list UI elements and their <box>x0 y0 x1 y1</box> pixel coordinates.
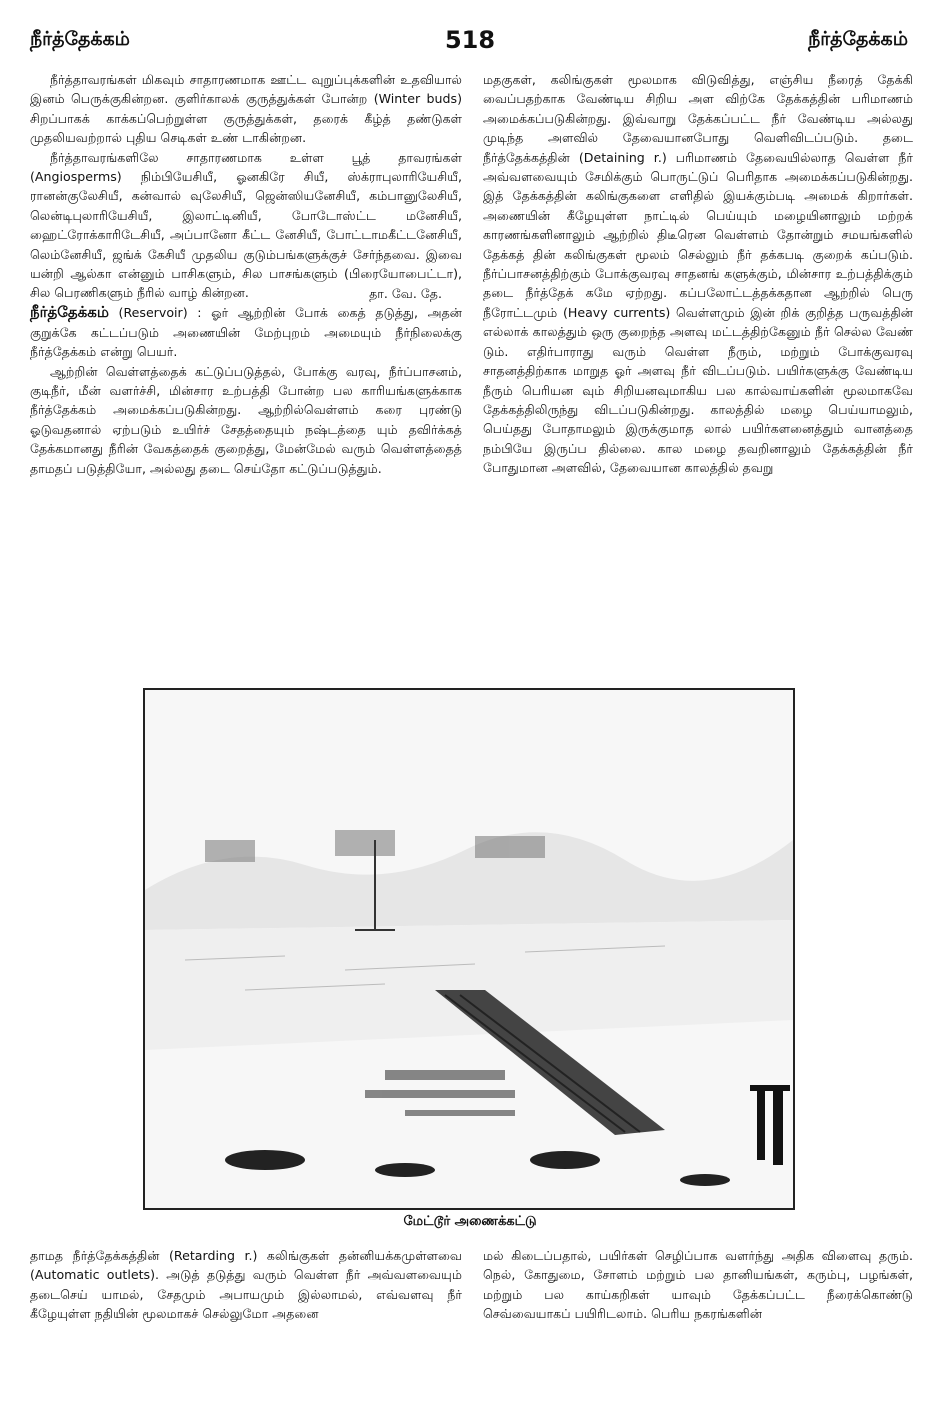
right-column <box>483 70 913 478</box>
entry-reservoir <box>30 303 462 361</box>
entry-definition: ஓர் ஆற்றின் போக் கைத் தடுத்து, அதன் குறுக்கே கட்டப்படும் அணையின் மேற்புறம் அமையும் நீர்நிலைக்கு நீர்த்தேக்கம் என்று பெயர். <box>30 305 462 360</box>
running-head-left: நீர்த்தேக்கம் <box>30 28 130 50</box>
dam-photograph <box>143 688 795 1210</box>
entry-english-term: (Reservoir) : <box>118 305 202 321</box>
dam-photo-illustration <box>145 690 793 1208</box>
paragraph-crops: மல் கிடைப்பதால், பயிர்கள் செழிப்பாக வளர்ந்து அதிக விளைவு தரும். நெல், கோதுமை, சோளம் மற்றும் பல தானியங்கள், கரும்பு, பழங்கள், மற்றும் பல காய்கறிகள் யாவும் தேக்கப்பட்ட நீரைக்கொண்டு செவ்வையாகப் பயிரிடலாம். பெரிய நகரங்களின் <box>483 1248 913 1322</box>
figure-caption: மேட்டூர் அணைக்கட்டு <box>403 1214 537 1229</box>
left-column <box>30 70 462 478</box>
author-signature: தா. வே. தே. <box>369 285 442 301</box>
bottom-right-column <box>483 1246 913 1324</box>
page-number: 518 <box>444 26 496 54</box>
bottom-left-column <box>30 1246 462 1324</box>
paragraph-aquatic-reproduction: நீர்த்தாவரங்கள் மிகவும் சாதாரணமாக ஊட்ட வுறுப்புக்களின் உதவியால் இனம் பெருக்குகின்றன. குளிர்காலக் குருத்துக்கள் போன்ற (Winter buds) சிறப்பாகக் காக்கப்பெற்றுள்ள குருத்துக்கள், தரைக் கீழ்த் தண்டுகள் முதலியவற்றால் புதிய செடிகள் உண் டாகின்றன. <box>30 72 462 146</box>
paragraph-reservoir-types: மதகுகள், கலிங்குகள் மூலமாக விடுவித்து, எஞ்சிய நீரைத் தேக்கி வைப்பதற்காக வேண்டிய சிறிய அள விற்கே தேக்கத்தின் பரிமாணம் அமைக்கப்படுகின்றது. இவ்வாறு தேக்கப்பட்ட நீர் வேண்டிய அல்லது முடிந்த அளவில் தேவையானபோது வெளிவிடப்படும். தடை நீர்த்தேக்கத்தின் (Detaining r.) பரிமாணம் தேவையில்லாத வெள்ள நீர் அவ்வளவையும் சேமிக்கும் பொருட்டுப் பெரிதாக அமைக்கப்படுகின்றது. இத் தேக்கத்தின் கலிங்குகளை எளிதில் இயக்கும்படி அமைக் கிறார்கள். அணையின் கீழேயுள்ள நாட்டில் பெய்யும் மழையினாலும் மற்றக் காரணங்களினாலும் ஆற்றில் திடீரென வெள்ளம் தோன்றும் சமயங்களில் தேக்கத் தின் கலிங்குகள் மூலம் செல்லும் நீர் தக்கபடி குறைக் கப்படும். நீர்ப்பாசனத்திற்கும் போக்குவரவு சாதனங் களுக்கும், மின்சார உற்பத்திக்கும் தடை நீர்த்தேக் கமே ஏற்றது. கப்பலோட்டத்தக்கதான ஆற்றில் பெரு நீரோட்டமும் (Heavy currents) வெள்ளமும் இன் றிக் குறித்த பருவத்தின் எல்லாக் காலத்தும் ஒரு குறைந்த அளவு மட்டத்திற்கேனும் நீர் செல்ல வேண் டும். எதிர்பாராது வரும் வெள்ள நீரும், மற்றும் போக்குவரவு சாதனத்திற்காக மாறுத ஓர் அளவு நீர் விடப்படும். பயிர்களுக்கு வேண்டிய நீரும் பெரியன வும் சிறியனவுமாகிய பல கால்வாய்களின் மூலமாகவே தேக்கத்திலிருந்து விடப்படுகின்றது. காலத்தில் மழை பெய்யாமலும், பெய்தது போதாமலும் இருக்குமாத லால் பயிர்களனைத்தும் வானத்தை நம்பியே இருப்ப தில்லை. கால மழை தவறினாலும் தேக்கத்தின் நீர் போதுமான அளவில், தேவையான காலத்தில் தவறு <box>483 72 913 476</box>
paragraph-retarding-reservoir: தாமத நீர்த்தேக்கத்தின் (Retarding r.) கலிங்குகள் தன்னியக்கமுள்ளவை (Automatic outlets). அடுத் தடுத்து வரும் வெள்ள நீர் அவ்வளவையும் தடைசெய் யாமல், சேதமும் அபாயமும் இல்லாமல், எவ்வளவு நீர் கீழேயுள்ள நதியின் மூலமாகச் செல்லுமோ அதனை <box>30 1248 462 1322</box>
running-head-right: நீர்த்தேக்கம் <box>808 28 908 50</box>
entry-headword: நீர்த்தேக்கம் <box>30 303 109 322</box>
paragraph-aquatic-families: நீர்த்தாவரங்களிலே சாதாரணமாக உள்ள பூத் தாவரங்கள் (Angiosperms) நிம்பியேசியீ, ஓனகிரே சியீ, ஸ்க்ராபுலாரியேசியீ, ரானன்குலேசியீ, கன்வால் வுலேசியீ, ஜென்ஸியனேசியீ, கம்பானுலேசியீ, லென்டிபுலாரியேசியீ, இலாட்டினியீ, போடோஸ்ட்ட மனேசியீ, ஹைட்ரோக்காரிடேசியீ, அப்பானோ கீட்ட னேசியீ, போட்டாமகீட்டனேசியீ, லெம்னேசியீ, ஜங்க் கேசியீ முதலிய குடும்பங்களுக்குச் சேர்ந்தவை. இவை யன்றி ஆல்கா என்னும் பாசிகளும், சில பாசங்களும் (பிரையோபைட்டா), சில பெரணிகளும் நீரில் வாழ் கின்றன. <box>30 149 462 301</box>
paragraph-reservoir-purposes: ஆற்றின் வெள்ளத்தைக் கட்டுப்படுத்தல், போக்கு வரவு, நீர்ப்பாசனம், குடிநீர், மீன் வளர்ச்சி, மின்சார உற்பத்தி போன்ற பல காரியங்களுக்காக நீர்த்தேக்கம் அமைக்கப்படுகின்றது. ஆற்றில்வெள்ளம் கரை புரண்டு ஓடுவதனால் ஏற்படும் உயிர்ச் சேதத்தையும் நஷ்டத்தை யும் தவிர்க்கத் தேக்கமானது நீரின் வேகத்தைக் குறைத்து, மேன்மேல் வரும் வெள்ளத்தைத் தாமதப் படுத்தியோ, அல்லது தடை செய்தோ கட்டுப்படுத்தும். <box>30 363 462 476</box>
